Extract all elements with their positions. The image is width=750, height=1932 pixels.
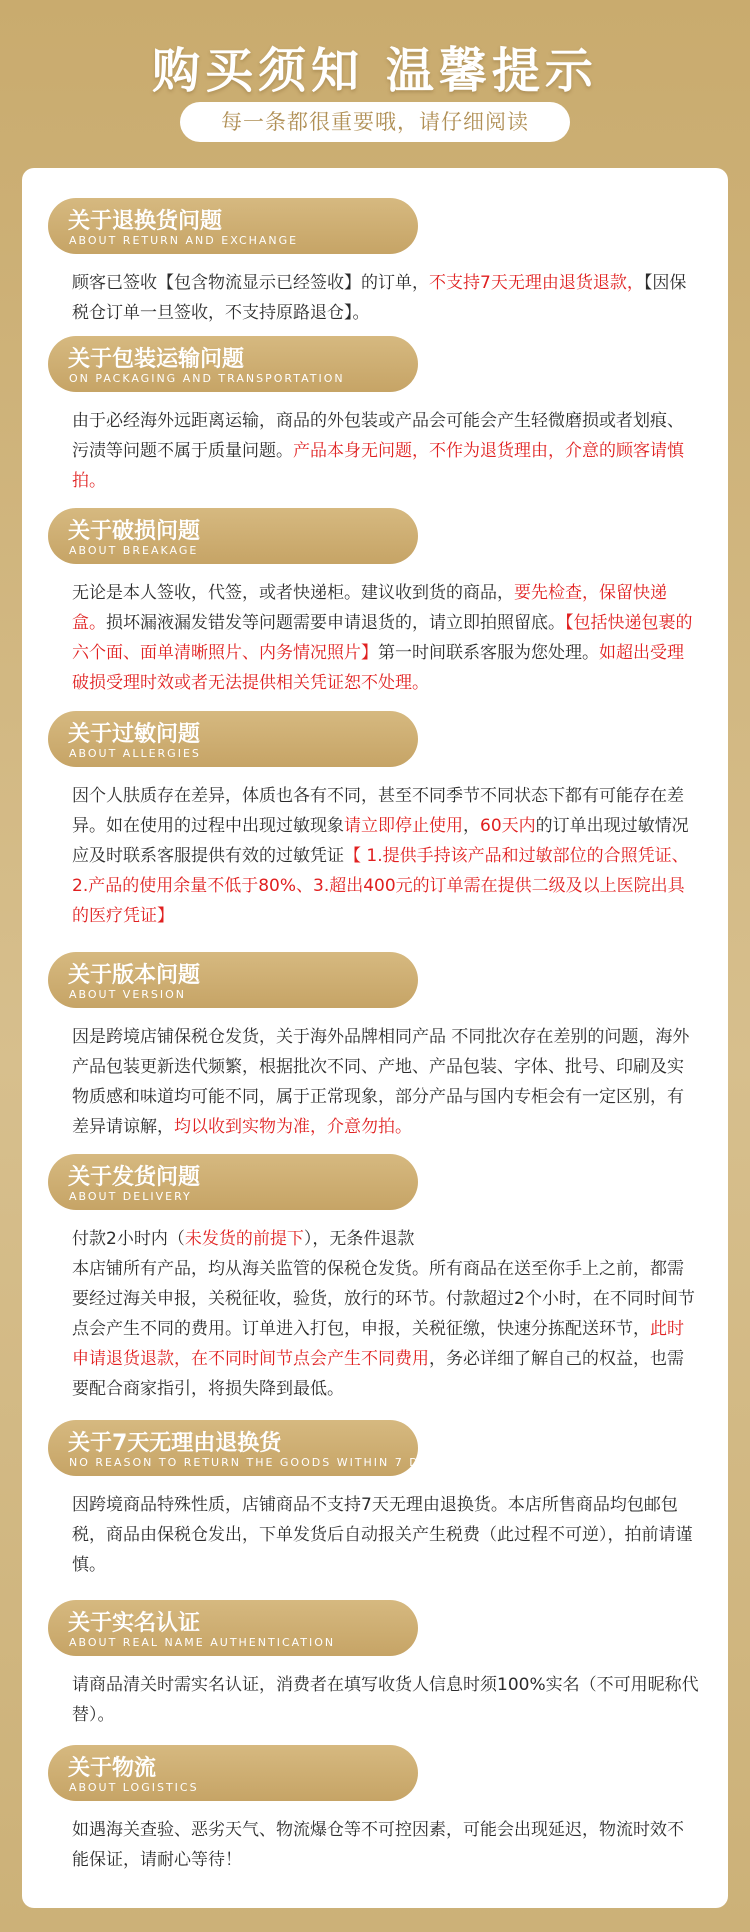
section-tag (48, 198, 418, 254)
section-tag (48, 1154, 418, 1210)
section-body (72, 1224, 700, 1404)
section-subtitle: ABOUT VERSION (69, 988, 187, 1001)
section-title: 关于退换货问题 (68, 209, 223, 234)
text-run: 【因保税仓订单一旦签收，不支持原路退仓】。 (72, 273, 687, 323)
section-subtitle: ABOUT ALLERGIES (69, 747, 201, 760)
text-run-highlight: 如超出受理破损受理时效或者无法提供相关凭证恕不处理。 (72, 643, 684, 693)
section-title: 关于物流 (68, 1756, 157, 1781)
text-run-highlight: 此时申请退货退款，在不同时间节点会产生不同费用 (72, 1319, 684, 1369)
section-title: 关于7天无理由退换货 (68, 1431, 282, 1456)
text-run: 因是跨境店铺保税仓发货，关于海外品牌相同产品 不同批次存在差别的问题，海外产品包装更新迭代频繁，根据批次不同、产地、产品包装、字体、批号、印刷及实物质感和味道均可能不同，属于正常现象，部分产品与国内专柜会有一定区别，有差异请谅解， (72, 1027, 690, 1137)
text-run: 无论是本人签收，代签，或者快递柜。建议收到货的商品， (72, 583, 514, 603)
section-body (72, 781, 700, 931)
section-body (72, 1490, 700, 1580)
text-run-highlight: 请立即停止使用 (344, 816, 463, 836)
section-subtitle: ABOUT DELIVERY (69, 1190, 192, 1203)
text-run-highlight: 均以收到实物为准，介意勿拍。 (174, 1117, 412, 1137)
section-subtitle: ON PACKAGING AND TRANSPORTATION (69, 372, 345, 385)
section-title: 关于发货问题 (68, 1165, 201, 1190)
section-tag (48, 336, 418, 392)
text-run-highlight: 要先检查，保留快递盒。 (72, 583, 667, 633)
text-run-highlight: 60天内 (480, 816, 536, 836)
text-run: 请商品清关时需实名认证，消费者在填写收货人信息时须100%实名（不可用昵称代替）。 (72, 1675, 699, 1725)
section-tag (48, 952, 418, 1008)
text-run: 因个人肤质存在差异，体质也各有不同，甚至不同季节不同状态下都有可能存在差异。如在使用的过程中出现过敏现象 (72, 786, 684, 836)
text-run: 的订单出现过敏情况应及时联系客服提供有效的过敏凭证 (72, 816, 689, 866)
section-title: 关于实名认证 (68, 1611, 201, 1636)
section-title: 关于破损问题 (68, 519, 201, 544)
text-run: ，务必详细了解自己的权益，也需要配合商家指引，将损失降到最低。 (72, 1349, 684, 1399)
text-run-highlight: 【包括快递包裹的六个面、面单清晰照片、内务情况照片】 (72, 613, 693, 663)
text-run-highlight: 未发货的前提下 (184, 1229, 304, 1249)
section-subtitle: ABOUT RETURN AND EXCHANGE (69, 234, 299, 247)
section-title: 关于过敏问题 (68, 722, 201, 747)
text-run: 付款2小时内（ (72, 1229, 185, 1249)
text-run-highlight: 产品本身无问题，不作为退货理由，介意的顾客请慎拍。 (72, 441, 684, 491)
text-run-highlight: 不支持7天无理由退货退款， (429, 273, 644, 293)
section-tag (48, 1420, 446, 1476)
text-run: ， (463, 816, 480, 836)
section-tag (48, 1745, 418, 1801)
section-body (72, 1670, 700, 1730)
text-run: 第一时间联系客服为您处理。 (378, 643, 599, 663)
section-subtitle: NO REASON TO RETURN THE GOODS WITHIN 7 DAYS (69, 1456, 446, 1469)
section-body (72, 1815, 700, 1875)
subtitle-pill: 每一条都很重要哦，请仔细阅读 (180, 102, 570, 142)
section-title: 关于版本问题 (68, 963, 201, 988)
section-subtitle: ABOUT BREAKAGE (69, 544, 199, 557)
section-tag (48, 508, 418, 564)
section-body (72, 406, 700, 496)
text-run: 因跨境商品特殊性质，店铺商品不支持7天无理由退换货。本店所售商品均包邮包税，商品由保税仓发出，下单发货后自动报关产生税费（此过程不可逆），拍前请谨慎。 (72, 1495, 693, 1575)
text-run: ），无条件退款 (303, 1229, 415, 1249)
section-body (72, 268, 700, 328)
text-run-highlight: 【 1.提供手持该产品和过敏部位的合照凭证、2.产品的使用余量不低于80%、3.超出400元的订单需在提供二级及以上医院出具的医疗凭证】 (72, 846, 689, 926)
section-tag (48, 711, 418, 767)
text-run: 损坏漏液漏发错发等问题需要申请退货的，请立即拍照留底。 (106, 613, 565, 633)
text-run: 如遇海关查验、恶劣天气、物流爆仓等不可控因素，可能会出现延迟，物流时效不能保证，请耐心等待！ (72, 1820, 684, 1870)
page-title: 购买须知 温馨提示 (152, 43, 598, 99)
section-title: 关于包装运输问题 (68, 347, 245, 372)
section-subtitle: ABOUT REAL NAME AUTHENTICATION (69, 1636, 336, 1649)
section-body (72, 1022, 700, 1142)
section-body (72, 578, 700, 698)
notice-card (22, 168, 728, 1908)
text-run: 本店铺所有产品，均从海关监管的保税仓发货。所有商品在送至你手上之前，都需要经过海关申报，关税征收，验货，放行的环节。付款超过2个小时，在不同时间节点会产生不同的费用。订单进入打包，申报，关税征缴，快速分拣配送环节， (72, 1259, 695, 1339)
text-run: 顾客已签收【包含物流显示已经签收】的订单， (72, 273, 429, 293)
text-run: 由于必经海外远距离运输，商品的外包装或产品会可能会产生轻微磨损或者划痕、污渍等问题不属于质量问题。 (72, 411, 684, 461)
section-subtitle: ABOUT LOGISTICS (69, 1781, 199, 1794)
section-tag (48, 1600, 418, 1656)
